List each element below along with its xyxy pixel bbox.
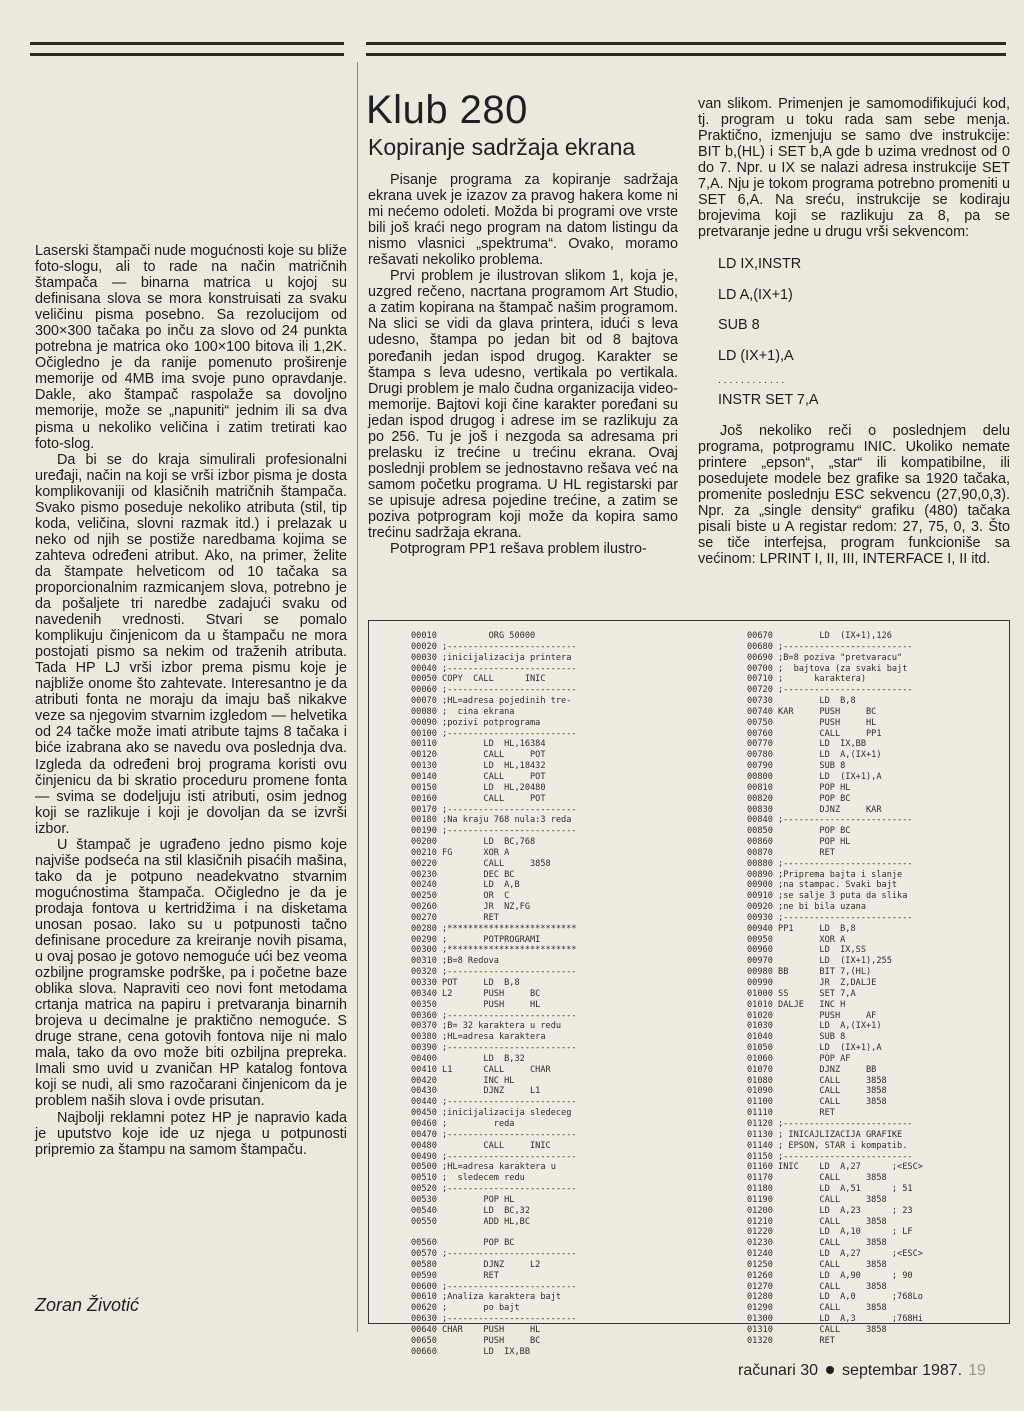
listing-line: 00790 SUB 8 (747, 761, 846, 772)
listing-line: 01060 POP AF (747, 1053, 851, 1064)
paragraph: Prvi problem je ilustrovan slikom 1, koja je, uzgred rečeno, nacrtana programom Art Studio, a zatim kopirana na štampač našim programom. Na slici se vidi da glava printera, idući s leva udesno, štampa po jedan bit od 8 bajtova poređanih jedan ispod drugog. Karakter se štampa s leva udesno, vertikala po vertikala. Drugi problem je malo čudna organizacija video-memorije. Bajtovi koji čine karakter poređani su jedan ispod drugog i adrese im se razlikuju za po 256. Tu je još i nezgoda sa adresama pri prelasku iz trećine u trećinu ekrana. Ovaj poslednji problem se jednostavno rešava već na samom početku programa. U HL registarski par se upisuje adresa pojedine trećine, a zatim se poziva potprogram koji može da kopira samo trećinu sadržaja ekrana. (368, 268, 678, 542)
listing-line: 01200 LD A,23 ; 23 (747, 1205, 913, 1216)
article-column-1 (35, 243, 347, 1158)
author-signature: Zoran Životić (35, 1295, 140, 1315)
listing-line: 01130 ; INICAJLIZACIJA GRAFIKE (747, 1129, 903, 1140)
listing-line: 00810 POP HL (747, 782, 851, 793)
listing-line: 00280 ;************************* (411, 923, 577, 934)
listing-line: 00220 CALL 3858 (411, 858, 551, 869)
listing-line: 00960 LD IX,SS (747, 945, 866, 956)
listing-line: 00240 LD A,B (411, 880, 520, 891)
listing-line: 01070 DJNZ BB (747, 1064, 877, 1075)
paragraph: Pisanje programa za kopiranje sadržaja ekrana uvek je izazov za pravog hakera kome ni mi nećemo odoleti. Možda bi programi ove vrste bili još kraći nego program na datom listingu da nismo vlasnici „spektruma“. Ovako, moramo rešavati nekoliko problema. (368, 172, 678, 269)
listing-line: 00070 ;HL=adresa pojedinih tre- (411, 696, 572, 707)
listing-line: 00750 PUSH HL (747, 717, 877, 728)
listing-line: 01050 LD (IX+1),A (747, 1043, 882, 1054)
paragraph: Potprogram PP1 rešava problem ilustro- (390, 541, 647, 558)
listing-line: 00350 PUSH HL (411, 999, 541, 1010)
article-column-2 (368, 172, 678, 557)
issue-date: septembar 1987. (842, 1362, 963, 1379)
listing-line: 00650 PUSH BC (411, 1335, 541, 1346)
paragraph: van slikom. Primenjen je samomodifikujući kod, tj. program u toku rada sam sebe menja. Praktično, izmenjuju se samo dve instrukcije: BIT b,(HL) i SET b,A gde b uzima vrednost od 0 do 7. Npr. u IX se nalazi adresa instrukcije SET 7,A. Nju je tokom programa potrebno promeniti u SET 6,A. Na sreću, instrukcije se kodiraju brojevima koji se razlikuju za 8, pa se pretvaranje jedne u drugu vrši sekvencom: (698, 96, 1010, 241)
listing-line: 01100 CALL 3858 (747, 1097, 887, 1108)
publication-name: računari 30 (738, 1362, 819, 1379)
listing-column-right (747, 631, 923, 1347)
listing-line: 00150 LD HL,20480 (411, 782, 546, 793)
paragraph: Laserski štampači nude mogućnosti koje su bliže foto-slogu, ali to rade na način matričnih štampača — binarna matrica u kojoj su definisana slova se mora konstruisati za svaku veličinu pisma posebno. Sa rezolucijom od 300×300 tačaka po inču za slovo od 24 punkta potrebna je matrica oko 100×100 bitova ili 1,2K. Očigledno je da ranije pomenuto proširenje memorije od 4MB ima svoje puno opravdanje. Dakle, ako štampač raspolaže sa dovoljno memorije, može se „napuniti“ jednim ili sa dva pisma u nekoliko veličina i zatim tretirati kao foto-slog. (35, 243, 347, 452)
listing-line: 00710 ; karaktera) (747, 674, 866, 685)
page-footer (738, 1362, 986, 1380)
listing-line: 00470 ;------------------------- (411, 1129, 577, 1140)
listing-line: 00570 ;------------------------- (411, 1249, 577, 1260)
listing-line: 00840 ;------------------------- (747, 815, 913, 826)
listing-line: 00360 ;------------------------- (411, 1010, 577, 1021)
listing-line: 00500 ;HL=adresa karaktera u (411, 1162, 556, 1173)
listing-line: 00130 LD HL,18432 (411, 761, 546, 772)
listing-line: 01210 CALL 3858 (747, 1216, 887, 1227)
listing-line: 00700 ; bajtova (za svaki bajt (747, 663, 908, 674)
listing-line: 00010 ORG 50000 (411, 631, 536, 641)
listing-line: 01120 ;------------------------- (747, 1118, 913, 1129)
code-sequence (698, 256, 1010, 408)
listing-line: 00190 ;------------------------- (411, 826, 577, 837)
listing-line: 00440 ;------------------------- (411, 1097, 577, 1108)
listing-line: 00870 RET (747, 847, 835, 858)
listing-line: 01140 ; EPSON, STAR i kompatib. (747, 1140, 908, 1151)
listing-line: 01020 PUSH AF (747, 1010, 877, 1021)
listing-line: 01260 LD A,90 ; 90 (747, 1270, 913, 1281)
top-rule-left (30, 42, 344, 56)
code-line: INSTR SET 7,A (718, 392, 819, 409)
listing-line: 01170 CALL 3858 (747, 1173, 887, 1184)
paragraph: Još nekoliko reči o poslednjem delu programa, potprogramu INIC. Ukoliko nemate printere „epson“, „star“ ili kompatibilne, ili posedujete modele bez grafike sa 1920 tačaka, promenite poslednju ESC sekvencu (27,90,0,3). Npr. za „single density“ grafiku (480) tačaka pisali biste u A registar redom: 27, 75, 0, 3. Što se tiče interfejsa, program funkcioniše sa većinom: LPRINT I, II, III, INTERFACE I, II itd. (698, 422, 1010, 568)
listing-line: 01010 DALJE INC H (747, 999, 846, 1010)
listing-line: 00770 LD IX,BB (747, 739, 866, 750)
listing-line: 01180 LD A,51 ; 51 (747, 1184, 913, 1195)
listing-line: 00030 ;inicijalizacija printera (411, 652, 572, 663)
code-line: LD (IX+1),A (718, 347, 794, 364)
listing-line: 00020 ;------------------------- (411, 641, 577, 652)
listing-line: 00930 ;------------------------- (747, 912, 913, 923)
listing-line: 00300 ;************************* (411, 945, 577, 956)
listing-line: 00410 L1 CALL CHAR (411, 1064, 551, 1075)
listing-line: 00170 ;------------------------- (411, 804, 577, 815)
listing-line: 00800 LD (IX+1),A (747, 771, 882, 782)
listing-line: 00390 ;------------------------- (411, 1043, 577, 1054)
listing-line: 01280 LD A,0 ;768Lo (747, 1292, 923, 1303)
listing-line: 00510 ; sledecem redu (411, 1173, 525, 1184)
listing-line: 00760 CALL PP1 (747, 728, 882, 739)
listing-line: 00400 LD B,32 (411, 1053, 525, 1064)
listing-line: 00970 LD (IX+1),255 (747, 956, 892, 967)
listing-line: 00640 CHAR PUSH HL (411, 1325, 541, 1335)
listing-column-left (411, 631, 577, 1358)
listing-line: 00060 ;------------------------- (411, 685, 577, 696)
listing-line: 01270 CALL 3858 (747, 1281, 887, 1292)
listing-line: 00040 ;------------------------- (411, 663, 577, 674)
listing-line: 00050 COPY CALL INIC (411, 674, 546, 685)
listing-line: 00860 POP HL (747, 837, 851, 848)
listing-line: 01300 LD A,3 ;768Hi (747, 1314, 923, 1325)
listing-line: 00200 LD BC,768 (411, 837, 536, 848)
top-rule-right (366, 42, 1006, 56)
listing-line: 00690 ;B=8 poziva "pretvaracu" (747, 652, 903, 663)
listing-line: 00530 POP HL (411, 1194, 515, 1205)
listing-line: 00430 DJNZ L1 (411, 1086, 541, 1097)
listing-line: 00140 CALL POT (411, 771, 546, 782)
listing-line: 00180 ;Na kraju 768 nula:3 reda (411, 815, 572, 826)
paragraph: U štampač je ugrađeno jedno pismo koje najviše podseća na stil klasičnih pisaćih mašina, tako da je potpuno neadekvatno stvarnim mogućnostima štampača. Očigledno je da je prodaja fontova u kertridžima i na disketama unosan posao. Iako su u potpunosti tačno definisane procedure za kreiranje novih pisama, u ovaj posao je gotovo nemoguće ući bez veoma ozbiljne programske podrške, pa i početne baze oblika slova. Napraviti ceo novi font metodama crtanja matrica na papiru i pretvaranja binarnih brojeva u decimalne je praktično nemoguće. S druge strane, cena gotovih fontova nije ni malo mala, tako da ovo može biti ozbiljna prepreka. Imali smo uvid u zvaničan HP katalog fontova koji se nudi, ali smo razočarani činjenicom da je problem naših slova i ovde prisutan. (35, 836, 347, 1110)
listing-line: 00540 LD BC,32 (411, 1205, 530, 1216)
listing-line: 00990 JR Z,DALJE (747, 978, 877, 988)
bullet-icon (826, 1366, 834, 1374)
listing-line: 01090 CALL 3858 (747, 1086, 887, 1097)
listing-line: 00100 ;------------------------- (411, 728, 577, 739)
section-kicker: Klub 280 (366, 88, 528, 132)
listing-line: 00890 ;Priprema bajta i slanje (747, 869, 903, 880)
listing-line: 00080 ; cina ekrana (411, 706, 515, 717)
listing-line: 01080 CALL 3858 (747, 1075, 887, 1086)
listing-line: 01190 CALL 3858 (747, 1194, 887, 1205)
listing-line: 01320 RET (747, 1335, 835, 1346)
program-listing (368, 620, 1010, 1357)
page-number: 19 (968, 1362, 986, 1379)
listing-line: 00320 ;------------------------- (411, 967, 577, 978)
article-headline: Kopiranje sadržaja ekrana (368, 134, 636, 160)
listing-line: 01160 INIC LD A,27 ;<ESC> (747, 1162, 923, 1173)
listing-line: 00680 ;------------------------- (747, 641, 913, 652)
listing-line: 00480 CALL INIC (411, 1140, 551, 1151)
paragraph: Najbolji reklamni potez HP je napravio kada je uputstvo koje ide uz njega u potpunosti pripremio za štampu na samom štampaču. (35, 1109, 347, 1158)
listing-line: 01220 LD A,10 ; LF (747, 1227, 913, 1238)
paragraph: Da bi se do kraja simulirali profesionalni uređaji, način na koji se vrši izbor pisma je dosta komplikovaniji od klasičnih matričnih štampača. Svako pismo poseduje nekoliko atributa (stil, tip koda, veličina, slovni razmak itd.) i prelazak u neko od njih se postiže naredbama kojima se zahteva određeni atribut. Ako, na primer, želite da štampate helveticom od 10 tačaka sa proporcionalnim razmicanjem slova, potrebno je da pošaljete tri naredbe zadajući svaku od navedenih vrednosti. Stvari se pomalo komplikuju činjenicom da u štampaču ne mora postojati pismo sa nekim od traženih atributa. Tada HP LJ vrši izbor prema pismu koje je najbliže onome što zahtevate. Interesantno je da atributi fonta ne moraju da imaju baš nikakve veze sa njegovim stvarnim izgledom — helvetika od 24 tačke može imati atribute tajms 8 tačaka i biće izabrana ako se navedu ova poslednja dva. Izgleda da određeni broj programa koristi ovu činjenicu da bi skratio proceduru promene fonta — svima se dodeljuju isti atributi, osim jednog koji se razlikuje i koji je dovoljan da se izvrši izbor. (35, 451, 347, 837)
listing-line: 00660 LD IX,BB (411, 1346, 530, 1357)
listing-line: 00740 KAR PUSH BC (747, 706, 877, 717)
listing-line: 00120 CALL POT (411, 750, 546, 761)
listing-line: 00290 ; POTPROGRAMI (411, 934, 541, 945)
listing-line: 00310 ;B=8 Redova (411, 956, 499, 967)
listing-line: 01110 RET (747, 1108, 835, 1119)
listing-line: 00720 ;------------------------- (747, 685, 913, 696)
listing-line (411, 1227, 577, 1238)
listing-line: 00830 DJNZ KAR (747, 804, 882, 815)
code-line: LD A,(IX+1) (718, 286, 793, 303)
listing-line: 00600 ;------------------------- (411, 1281, 577, 1292)
listing-line: 00550 ADD HL,BC (411, 1216, 530, 1227)
listing-line: 00610 ;Analiza karaktera bajt (411, 1292, 562, 1303)
column-separator (357, 62, 358, 1332)
listing-line: 01310 CALL 3858 (747, 1325, 887, 1335)
listing-line: 00420 INC HL (411, 1075, 515, 1086)
article-column-3 (698, 96, 1010, 567)
listing-line: 00090 ;pozivi potprograma (411, 717, 541, 728)
listing-line: 00380 ;HL=adresa karaktera (411, 1032, 546, 1043)
listing-line: 00160 CALL POT (411, 793, 546, 804)
listing-line: 00580 DJNZ L2 (411, 1259, 541, 1270)
listing-line: 01000 SS SET 7,A (747, 988, 856, 999)
code-line: SUB 8 (718, 317, 760, 334)
listing-line: 00920 ;ne bi bila uzana (747, 902, 866, 913)
listing-line: 00820 POP BC (747, 793, 851, 804)
listing-line: 00620 ; po bajt (411, 1303, 520, 1314)
listing-line: 00980 BB BIT 7,(HL) (747, 967, 872, 978)
listing-line: 01230 CALL 3858 (747, 1238, 887, 1249)
listing-line: 00950 XOR A (747, 934, 846, 945)
listing-line: 00730 LD B,8 (747, 696, 856, 707)
listing-line: 01150 ;------------------------- (747, 1151, 913, 1162)
code-line: LD IX,INSTR (718, 256, 802, 273)
listing-line: 00630 ;------------------------- (411, 1314, 577, 1325)
listing-line: 00670 LD (IX+1),126 (747, 631, 892, 641)
code-line: ............ (718, 375, 788, 387)
listing-line: 00460 ; reda (411, 1118, 515, 1129)
listing-line: 00250 OR C (411, 891, 510, 902)
listing-line: 00850 POP BC (747, 826, 851, 837)
listing-line: 00560 POP BC (411, 1238, 515, 1249)
listing-line: 00230 DEC BC (411, 869, 515, 880)
listing-line: 01240 LD A,27 ;<ESC> (747, 1249, 923, 1260)
listing-line: 00110 LD HL,16384 (411, 739, 546, 750)
listing-line: 01040 SUB 8 (747, 1032, 846, 1043)
listing-line: 00900 ;na stampac. Svaki bajt (747, 880, 898, 891)
listing-line: 00490 ;------------------------- (411, 1151, 577, 1162)
listing-line: 00260 JR NZ,FG (411, 902, 530, 913)
listing-line: 00370 ;B= 32 karaktera u redu (411, 1021, 562, 1032)
listing-line: 00880 ;------------------------- (747, 858, 913, 869)
listing-line: 01250 CALL 3858 (747, 1259, 887, 1270)
listing-line: 00780 LD A,(IX+1) (747, 750, 882, 761)
listing-line: 00210 FG XOR A (411, 847, 510, 858)
listing-line: 00940 PP1 LD B,8 (747, 923, 856, 934)
listing-line: 00590 RET (411, 1270, 499, 1281)
listing-line: 00270 RET (411, 912, 499, 923)
listing-line: 01290 CALL 3858 (747, 1303, 887, 1314)
listing-line: 00910 ;se salje 3 puta da slika (747, 891, 908, 902)
listing-line: 01030 LD A,(IX+1) (747, 1021, 882, 1032)
listing-line: 00520 ;------------------------- (411, 1184, 577, 1195)
listing-line: 00330 POT LD B,8 (411, 978, 520, 988)
listing-line: 00450 ;inicijalizacija sledeceg (411, 1108, 572, 1119)
listing-line: 00340 L2 PUSH BC (411, 988, 541, 999)
